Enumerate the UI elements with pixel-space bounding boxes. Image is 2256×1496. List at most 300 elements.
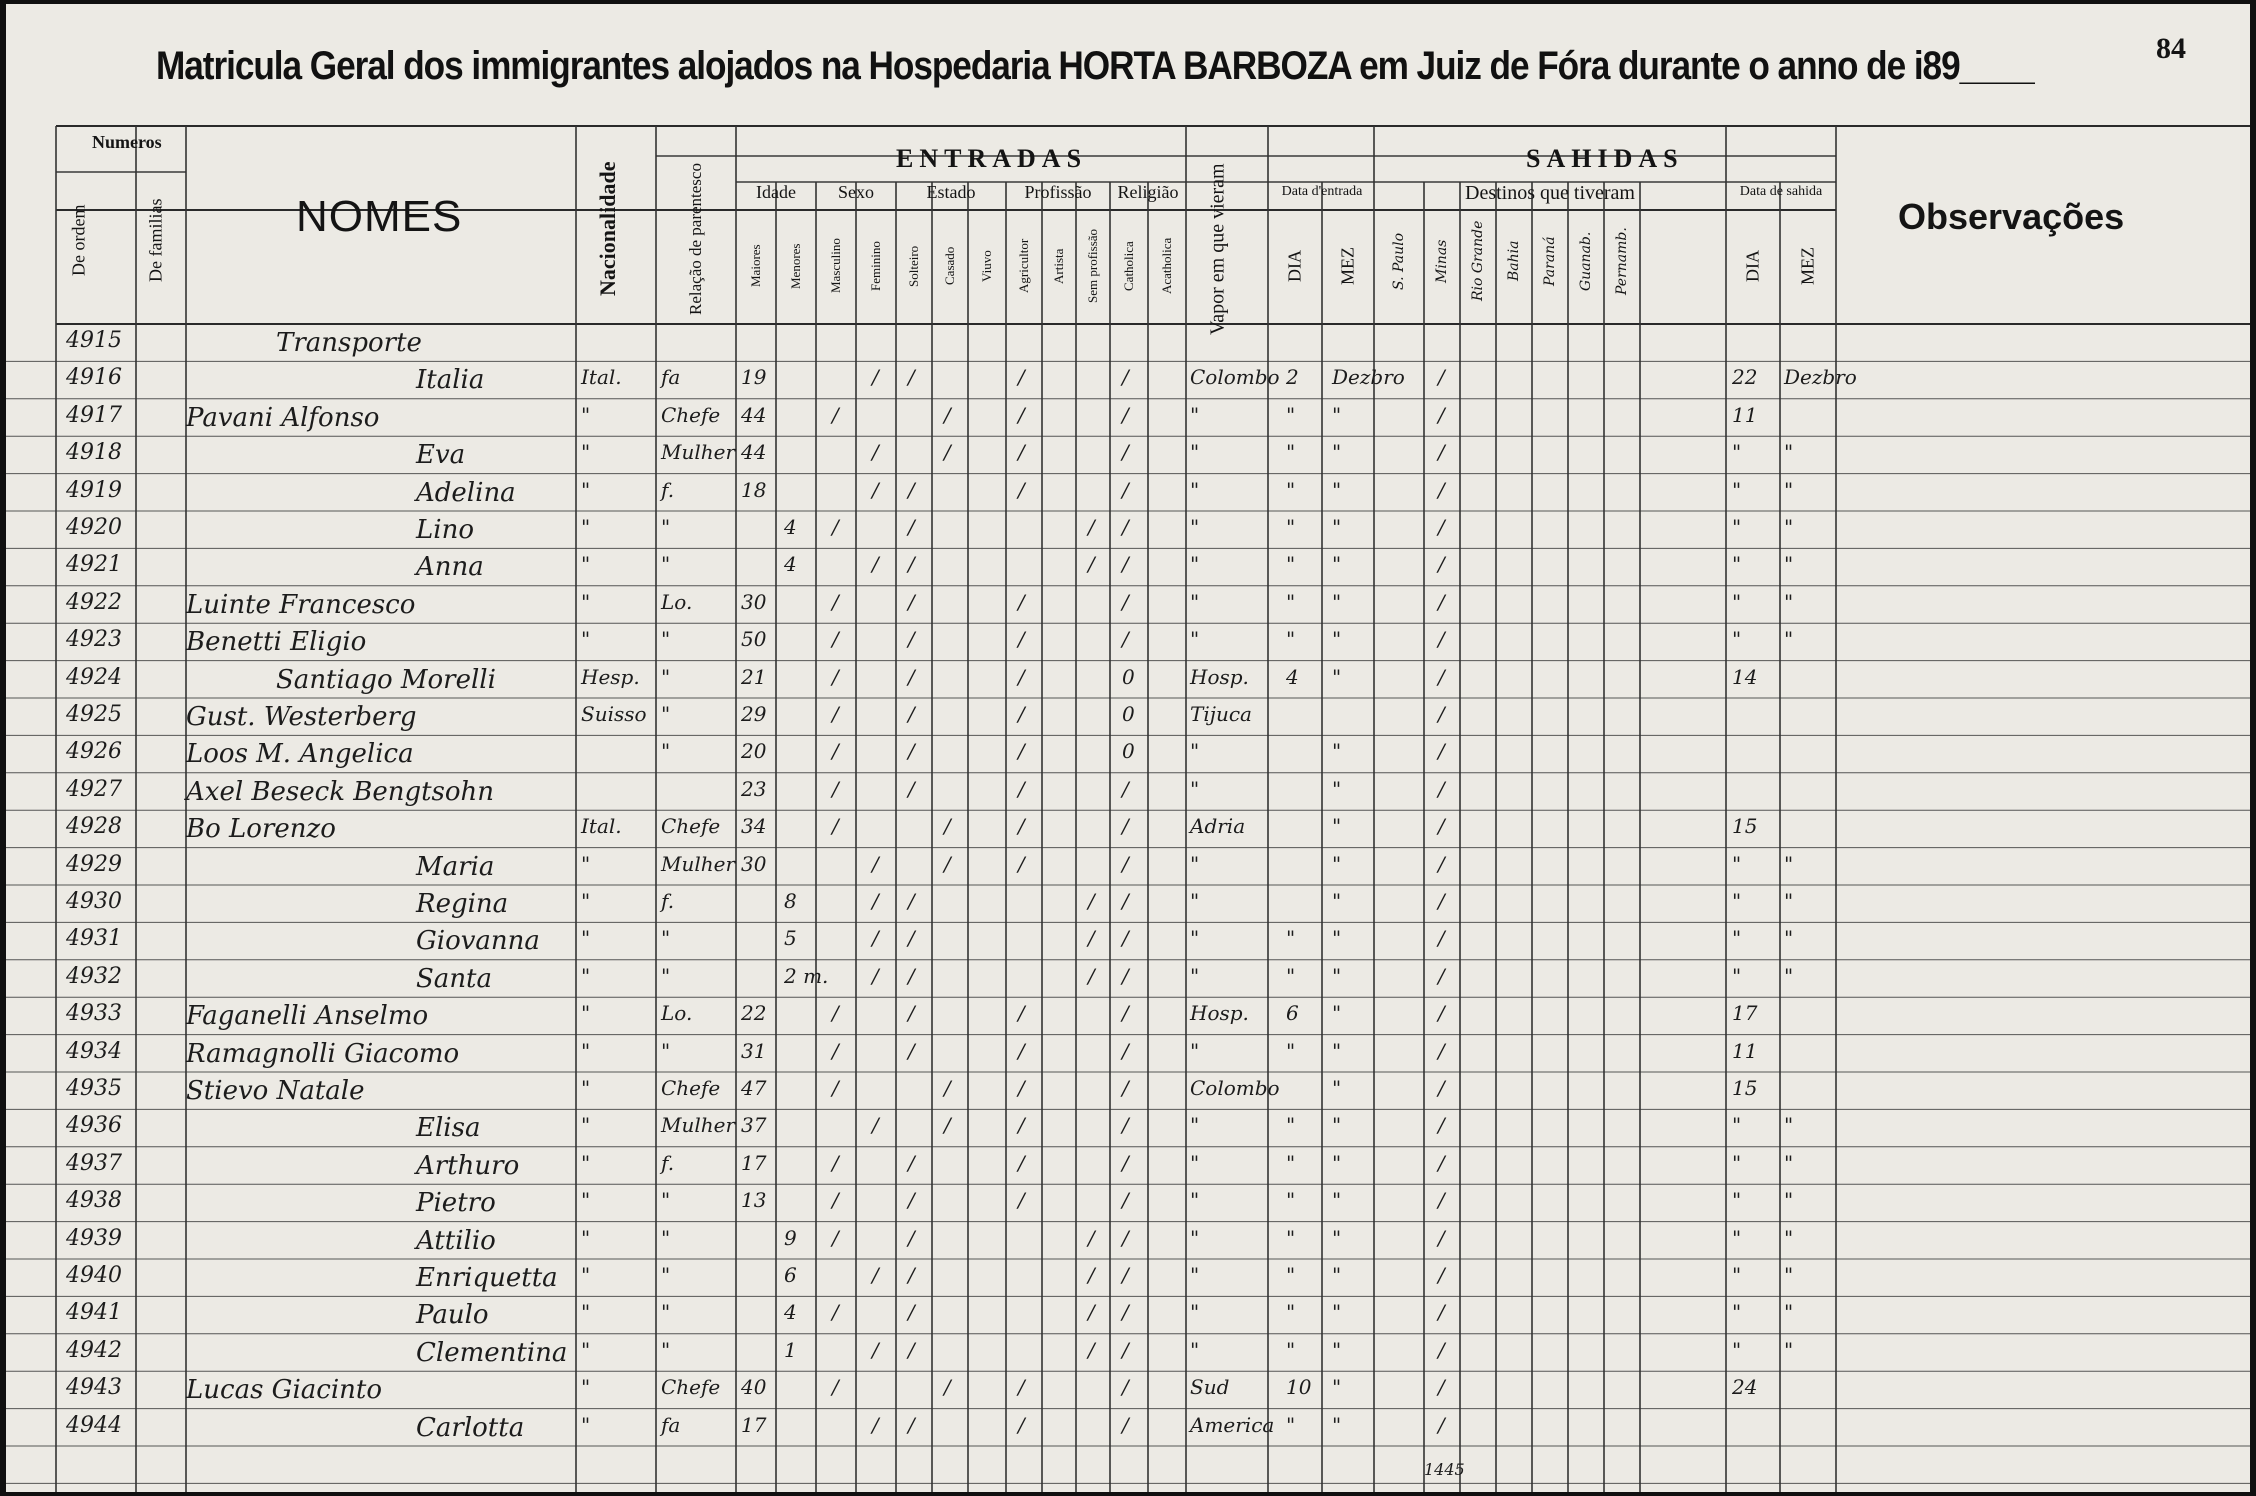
cell-dia: 10 [1286,1375,1312,1400]
cell-maior: 50 [741,627,767,652]
cell-agr: / [1018,776,1025,801]
cell-ordem: 4932 [66,963,122,989]
table-row [6,1375,2250,1412]
cell-nome: Attilio [416,1225,496,1256]
cell-cat: / [1122,1375,1129,1400]
cell-dest: / [1438,1150,1445,1175]
cell-dia: " [1286,402,1296,427]
cell-rel: " [661,664,671,689]
cell-cat: / [1122,627,1129,652]
cell-agr: / [1018,1001,1025,1026]
header-data-entrada: Data d'entrada [1281,184,1363,199]
cell-ordem: 4917 [66,402,122,428]
cell-rel: " [661,702,671,726]
header-observacoes: Observações [1898,196,2125,237]
cell-nac: " [581,515,591,539]
cell-smez: " [1784,552,1794,577]
cell-mez: " [1332,1001,1342,1026]
cell-m: / [832,627,839,652]
cell-nome: Loos M. Angelica [186,739,414,770]
cell-smez: " [1784,1225,1794,1250]
cell-dest: / [1438,851,1445,876]
subheader-feminino: Feminino [868,241,883,291]
table-row [6,365,2250,402]
cell-agr: / [1018,440,1025,465]
cell-dest: / [1438,814,1445,839]
cell-rel: " [661,1300,671,1325]
cell-dest: / [1438,552,1445,577]
cell-sem: / [1088,515,1095,539]
cell-dest: / [1438,1001,1445,1026]
cell-nac: " [581,889,591,913]
cell-f: / [872,477,879,502]
cell-sol: / [908,702,915,726]
cell-rel: Chefe [661,814,721,839]
cell-f: / [872,851,879,876]
cell-vapor: " [1190,963,1200,988]
cell-sdia: 15 [1732,814,1758,839]
cell-agr: / [1018,1113,1025,1138]
table-row [6,1001,2250,1038]
cell-nome: Regina [416,889,509,919]
cell-mez: " [1332,1337,1342,1362]
cell-m: / [832,1038,839,1063]
cell-cat: / [1122,1076,1129,1100]
cell-f: / [872,365,879,390]
cell-menor: 5 [784,926,797,951]
cell-agr: / [1018,1188,1025,1213]
cell-sdia: " [1732,477,1742,502]
cell-dest: / [1438,1375,1445,1400]
cell-ordem: 4920 [66,515,122,540]
cell-nome: Axel Beseck Bengtsohn [186,776,495,807]
cell-dest: / [1438,402,1445,427]
cell-nome: Maria [416,851,495,882]
cell-nac: " [581,402,591,427]
cell-sem: / [1088,552,1095,577]
cell-dia: " [1286,1225,1296,1250]
cell-m: / [832,739,839,764]
cell-dest: / [1438,515,1445,539]
cell-rel: Lo. [661,589,693,614]
cell-smez: " [1784,1188,1794,1213]
cell-maior: 13 [741,1188,767,1213]
table-row [6,1151,2250,1188]
cell-smez: " [1784,926,1794,951]
cell-cat: / [1122,1412,1129,1437]
cell-sem: / [1088,889,1095,913]
header-data-sahida: Data de sahida [1739,184,1823,199]
cell-dest: / [1438,1113,1445,1138]
cell-agr: / [1018,365,1025,390]
cell-dia: " [1286,515,1296,539]
cell-mez: " [1332,1150,1342,1175]
cell-dest: / [1438,1188,1445,1213]
cell-maior: 23 [741,776,767,801]
cell-dia: " [1286,477,1296,502]
subheader-mez: MEZ [1797,247,1818,285]
cell-sol: / [908,552,915,577]
cell-dia: 2 [1286,365,1299,390]
cell-ordem: 4931 [66,926,122,952]
cell-vapor: Hosp. [1190,664,1249,689]
cell-nome: Carlotta [416,1412,525,1443]
cell-vapor: " [1190,889,1200,913]
cell-cat: 0 [1122,702,1135,726]
cell-sol: / [908,1038,915,1063]
cell-dest: / [1438,926,1445,951]
cell-cas: / [944,402,951,427]
cell-nac: " [581,627,591,652]
cell-ordem: 4933 [66,1001,122,1027]
header-entradas: ENTRADAS [896,144,1088,173]
cell-sdia: " [1732,1150,1742,1175]
cell-nac: Suisso [581,702,647,726]
cell-dia: 6 [1286,1001,1299,1026]
cell-m: / [832,776,839,801]
cell-dest: / [1438,365,1445,390]
page-number: 84 [2156,32,2186,65]
cell-f: / [872,1113,879,1138]
cell-sdia: 11 [1732,402,1758,427]
cell-nac: " [581,1001,591,1026]
header-estado: Estado [926,182,976,202]
header-idade: Idade [756,182,796,202]
cell-menor: 4 [784,552,797,577]
cell-ordem: 4928 [66,814,122,840]
cell-ordem: 4921 [66,552,122,578]
cell-nac: " [581,851,591,876]
header-religiao: Religião [1117,182,1179,202]
cell-dest: / [1438,477,1445,502]
cell-nome: Elisa [416,1113,481,1144]
cell-mez: " [1332,1076,1342,1100]
cell-dest: / [1438,1263,1445,1287]
cell-vapor: " [1190,515,1200,539]
header-vapor: Vapor em que vieram [1206,163,1229,335]
cell-nome: Anna [416,552,484,583]
table-row [6,1338,2250,1375]
cell-sol: / [908,477,915,502]
page-title: Matricula Geral dos immigrantes alojados na Hospedaria HORTA BARBOZA em Juiz de Fóra durante o anno de i89____ [156,44,2034,88]
cell-ordem: 4918 [66,440,122,466]
cell-m: / [832,1076,839,1100]
cell-rel: " [661,1188,671,1213]
cell-maior: 44 [741,402,767,427]
table-row [6,403,2250,440]
cell-m: / [832,589,839,614]
table-row [6,777,2250,814]
cell-nome: Italia [416,365,485,396]
cell-ordem: 4926 [66,739,122,765]
cell-dest: / [1438,1225,1445,1250]
table-row [6,739,2250,776]
cell-cat: / [1122,963,1129,988]
cell-ordem: 4923 [66,627,122,653]
cell-rel: Chefe [661,1076,721,1100]
cell-sol: / [908,365,915,390]
cell-nome: Bo Lorenzo [186,814,336,845]
cell-sol: / [908,1001,915,1026]
header-profissao: Profissão [1024,182,1092,202]
cell-smez: " [1784,1263,1794,1287]
cell-cas: / [944,440,951,465]
cell-sol: / [908,926,915,951]
cell-smez: " [1784,1300,1794,1325]
cell-dest: / [1438,1300,1445,1325]
cell-sdia: " [1732,889,1742,913]
cell-sdia: 22 [1732,365,1758,390]
cell-mez: Dezbro [1332,365,1405,390]
cell-dest: / [1438,664,1445,689]
cell-rel: Mulher [661,851,736,876]
cell-mez: " [1332,851,1342,876]
cell-nome: Clementina [416,1337,568,1368]
cell-cat: / [1122,402,1129,427]
cell-agr: / [1018,402,1025,427]
cell-sdia: " [1732,851,1742,876]
cell-vapor: " [1190,1300,1200,1325]
cell-nome: Pietro [416,1188,496,1219]
table-row [6,1413,2250,1450]
table-row [6,478,2250,515]
cell-m: / [832,1150,839,1175]
cell-vapor: Sud [1190,1375,1230,1400]
cell-menor: 1 [784,1337,797,1362]
cell-rel: " [661,1225,671,1250]
cell-sdia: " [1732,926,1742,951]
footer-note: 1445 [1424,1460,1465,1479]
header-nomes: NOMES [296,192,463,241]
cell-sdia: " [1732,1337,1742,1362]
cell-cas: / [944,1113,951,1138]
cell-f: / [872,1263,879,1287]
cell-ordem: 4938 [66,1188,122,1214]
cell-vapor: Colombo [1190,365,1280,390]
cell-ordem: 4915 [66,328,122,353]
cell-maior: 34 [741,814,767,839]
cell-rel: " [661,1263,671,1287]
header-nacionalidade: Nacionalidade [595,161,620,297]
cell-dia: " [1286,963,1296,988]
cell-smez: " [1784,589,1794,614]
cell-ordem: 4925 [66,702,122,727]
cell-cat: / [1122,1038,1129,1063]
cell-ordem: 4940 [66,1263,122,1288]
cell-cas: / [944,851,951,876]
cell-nac: " [581,1225,591,1250]
cell-agr: / [1018,1412,1025,1437]
cell-rel: " [661,926,671,951]
cell-dia: 4 [1286,664,1299,689]
cell-rel: Lo. [661,1001,693,1026]
cell-nome: Enriquetta [416,1263,558,1293]
cell-smez: " [1784,440,1794,465]
cell-sdia: " [1732,515,1742,539]
cell-nome: Arthuro [416,1150,520,1181]
cell-maior: 44 [741,440,767,465]
cell-dia: " [1286,1263,1296,1287]
cell-dia: " [1286,627,1296,652]
cell-nac: " [581,552,591,577]
cell-cat: / [1122,1150,1129,1175]
cell-maior: 17 [741,1412,767,1437]
table-row [6,964,2250,1001]
cell-agr: / [1018,589,1025,614]
cell-agr: / [1018,1076,1025,1100]
cell-maior: 29 [741,702,767,726]
destino-header: Paraná [1542,236,1558,286]
cell-m: / [832,515,839,539]
cell-mez: " [1332,1375,1342,1400]
cell-rel: f. [661,1150,675,1175]
cell-mez: " [1332,889,1342,913]
cell-nac: " [581,1150,591,1175]
cell-rel: f. [661,889,675,913]
subheader-casado: Casado [942,246,957,286]
cell-ordem: 4939 [66,1225,122,1251]
cell-agr: / [1018,702,1025,726]
cell-rel: Mulher [661,440,736,465]
cell-f: / [872,1412,879,1437]
cell-mez: " [1332,627,1342,652]
cell-ordem: 4944 [66,1412,122,1438]
table-row [6,1188,2250,1225]
cell-sol: / [908,627,915,652]
cell-vapor: " [1190,1038,1200,1063]
cell-vapor: " [1190,1263,1200,1287]
cell-ordem: 4924 [66,664,122,690]
cell-maior: 30 [741,589,767,614]
cell-sem: / [1088,926,1095,951]
cell-rel: Mulher [661,1113,736,1138]
cell-cat: / [1122,1113,1129,1138]
cell-m: / [832,1300,839,1325]
cell-sdia: 17 [1732,1001,1758,1026]
cell-cat: / [1122,851,1129,876]
cell-maior: 20 [741,739,767,764]
table-row [6,702,2250,739]
cell-ordem: 4929 [66,851,122,877]
cell-mez: " [1332,1300,1342,1325]
cell-nome: Lucas Giacinto [186,1375,382,1406]
cell-vapor: " [1190,1188,1200,1213]
cell-ordem: 4934 [66,1038,122,1064]
cell-cas: / [944,814,951,839]
cell-sdia: " [1732,963,1742,988]
cell-smez: " [1784,963,1794,988]
table-row [6,515,2250,552]
cell-nome: Paulo [416,1300,489,1331]
subheader-maiores: Maiores [748,244,763,288]
cell-smez: " [1784,851,1794,876]
table-row [6,1113,2250,1150]
cell-cat: / [1122,1337,1129,1362]
cell-rel: " [661,739,671,764]
cell-menor: 6 [784,1263,797,1287]
cell-cas: / [944,1076,951,1100]
cell-agr: / [1018,627,1025,652]
cell-menor: 9 [784,1225,797,1250]
cell-nome: Giovanna [416,926,540,957]
cell-sdia: " [1732,1113,1742,1138]
cell-maior: 37 [741,1113,767,1138]
table-row [6,1300,2250,1337]
subheader-dia: DIA [1742,250,1763,282]
cell-nac: " [581,1337,591,1362]
cell-nac: " [581,1375,591,1400]
cell-nac: Ital. [581,814,622,839]
cell-mez: " [1332,1113,1342,1138]
cell-m: / [832,402,839,427]
header-sahidas: SAHIDAS [1526,144,1684,173]
cell-f: / [872,889,879,913]
cell-maior: 40 [741,1375,767,1400]
cell-nac: " [581,1412,591,1437]
cell-dest: / [1438,963,1445,988]
cell-ordem: 4919 [66,477,122,503]
table-row [6,627,2250,664]
cell-nac: " [581,1076,591,1100]
cell-m: / [832,1188,839,1213]
cell-dest: / [1438,440,1445,465]
destino-header: Bahia [1506,240,1522,282]
cell-dia: " [1286,1188,1296,1213]
cell-cat: / [1122,776,1129,801]
cell-rel: " [661,1337,671,1362]
cell-cat: / [1122,889,1129,913]
cell-cat: / [1122,552,1129,577]
cell-dia: " [1286,1150,1296,1175]
cell-agr: / [1018,814,1025,839]
cell-maior: 17 [741,1150,767,1175]
cell-sol: / [908,1337,915,1362]
cell-sdia: " [1732,1225,1742,1250]
cell-sem: / [1088,1337,1095,1362]
cell-sol: / [908,1412,915,1437]
cell-rel: " [661,963,671,988]
cell-dest: / [1438,627,1445,652]
destino-header: Rio Grande [1470,220,1486,302]
cell-sol: / [908,889,915,913]
cell-nac: " [581,589,591,614]
cell-maior: 21 [741,664,767,689]
cell-dest: / [1438,776,1445,801]
subheader-masculino: Masculino [828,238,843,294]
cell-smez: " [1784,1113,1794,1138]
cell-sol: / [908,776,915,801]
cell-rel: fa [661,365,681,390]
cell-nac: " [581,1300,591,1325]
cell-m: / [832,1001,839,1026]
destino-header: Pernamb. [1614,227,1630,295]
cell-cat: / [1122,1263,1129,1287]
cell-dia: " [1286,552,1296,577]
cell-vapor: " [1190,477,1200,502]
cell-smez: " [1784,515,1794,539]
cell-f: / [872,1337,879,1362]
destino-header: Guanab. [1578,231,1594,291]
cell-nome: Adelina [416,477,516,508]
cell-smez: " [1784,1337,1794,1362]
cell-maior: 22 [741,1001,767,1026]
cell-vapor: " [1190,552,1200,577]
cell-nome: Eva [416,440,466,471]
cell-mez: " [1332,440,1342,465]
cell-nome: Santa [416,963,493,994]
cell-dia: " [1286,1412,1296,1437]
header-relacao: Relação de parentesco [686,163,705,315]
